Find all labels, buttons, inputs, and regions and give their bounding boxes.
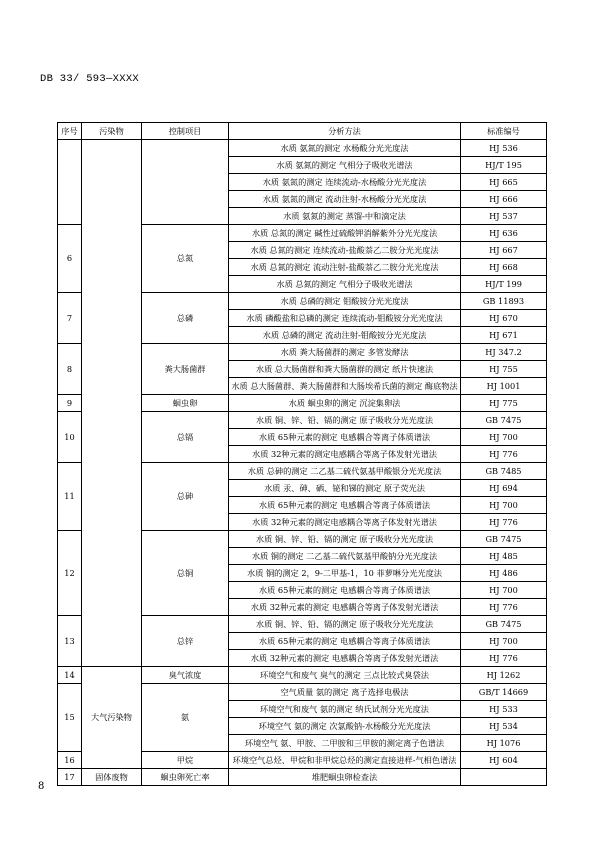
code-cell: HJ 347.2 (461, 344, 547, 361)
method-cell: 水质 铜的测定 2，9-二甲基-1，10 菲萝啉分光光度法 (229, 565, 461, 582)
code-cell: HJ 486 (461, 565, 547, 582)
control-item-cell: 总氮 (142, 225, 229, 293)
code-cell: HJ 775 (461, 395, 547, 412)
method-cell: 水质 32种元素的测定 电感耦合等离子体发射光谱法 (229, 650, 461, 667)
method-cell: 水质 总磷的测定 钼酸铵分光光度法 (229, 293, 461, 310)
method-cell: 水质 蛔虫卵的测定 沉淀集卵法 (229, 395, 461, 412)
control-item-cell: 蛔虫卵死亡率 (142, 769, 229, 786)
method-cell: 水质 总氮的测定 连续流动-盐酸萘乙二胺分光光度法 (229, 242, 461, 259)
number-cell: 11 (58, 463, 82, 531)
number-cell: 14 (58, 667, 82, 684)
method-cell: 水质 磷酸盐和总磷的测定 连续流动-钼酸铵分光光度法 (229, 310, 461, 327)
number-cell: 6 (58, 225, 82, 293)
method-cell: 水质 总大肠菌群和粪大肠菌群的测定 纸片快速法 (229, 361, 461, 378)
code-cell: HJ 776 (461, 446, 547, 463)
method-cell: 水质 氨氮的测定 连续流动-水杨酸分光光度法 (229, 174, 461, 191)
method-cell: 水质 65种元素的测定 电感耦合等离子体质谱法 (229, 633, 461, 650)
code-cell: HJ 671 (461, 327, 547, 344)
method-cell: 水质 氨氮的测定 流动注射-水杨酸分光光度法 (229, 191, 461, 208)
code-cell: HJ 700 (461, 429, 547, 446)
code-cell: HJ 670 (461, 310, 547, 327)
number-cell: 13 (58, 616, 82, 667)
control-item-cell (142, 140, 229, 225)
code-cell: HJ 534 (461, 718, 547, 735)
code-cell: HJ 700 (461, 497, 547, 514)
code-cell: GB 11893 (461, 293, 547, 310)
pollutant-cell: 大气污染物 (82, 667, 142, 769)
code-cell: HJ 667 (461, 242, 547, 259)
pollutant-cell: 固体废物 (82, 769, 142, 786)
code-cell: HJ 1262 (461, 667, 547, 684)
method-cell: 水质 总氮的测定 气相分子吸收光谱法 (229, 276, 461, 293)
number-cell (58, 140, 82, 225)
method-cell: 水质 氨氮的测定 蒸馏-中和滴定法 (229, 208, 461, 225)
method-cell: 水质 氨氮的测定 水杨酸分光光度法 (229, 140, 461, 157)
code-cell: HJ 694 (461, 480, 547, 497)
code-cell: GB 7475 (461, 616, 547, 633)
code-cell: HJ 485 (461, 548, 547, 565)
standards-table (57, 122, 547, 786)
code-cell: HJ/T 195 (461, 157, 547, 174)
method-cell: 水质 铜、锌、铅、镉的测定 原子吸收分光光度法 (229, 531, 461, 548)
pollutant-cell (82, 140, 142, 667)
code-cell: HJ 666 (461, 191, 547, 208)
method-cell: 水质 氨氮的测定 气相分子吸收光谱法 (229, 157, 461, 174)
control-item-cell: 粪大肠菌群 (142, 344, 229, 395)
number-cell: 12 (58, 531, 82, 616)
col-header-method: 分析方法 (229, 123, 461, 140)
method-cell: 水质 铜的测定 二乙基二硫代氨基甲酸钠分光光度法 (229, 548, 461, 565)
code-cell: HJ 533 (461, 701, 547, 718)
number-cell: 17 (58, 769, 82, 786)
method-cell: 水质 总砷的测定 二乙基二硫代氨基甲酸银分光光度法 (229, 463, 461, 480)
method-cell: 水质 汞、砷、硒、铋和锑的测定 原子荧光法 (229, 480, 461, 497)
method-cell: 水质 65种元素的测定 电感耦合等离子体质谱法 (229, 429, 461, 446)
code-cell: HJ 755 (461, 361, 547, 378)
number-cell: 16 (58, 752, 82, 769)
method-cell: 环境空气和废气 氨的测定 纳氏试剂分光光度法 (229, 701, 461, 718)
method-cell: 水质 32种元素的测定电感耦合等离子体发射光谱法 (229, 514, 461, 531)
code-cell: HJ 700 (461, 633, 547, 650)
method-cell: 水质 粪大肠菌群的测定 多管发酵法 (229, 344, 461, 361)
code-cell: HJ 665 (461, 174, 547, 191)
control-item-cell: 总铜 (142, 531, 229, 616)
method-cell: 水质 65种元素的测定 电感耦合等离子体质谱法 (229, 497, 461, 514)
number-cell: 7 (58, 293, 82, 344)
method-cell: 环境空气 氨、甲胺、二甲胺和三甲胺的测定离子色谱法 (229, 735, 461, 752)
code-cell: HJ 636 (461, 225, 547, 242)
code-cell: HJ 776 (461, 599, 547, 616)
col-header-number: 序号 (58, 123, 82, 140)
control-item-cell: 总锌 (142, 616, 229, 667)
code-cell: HJ 1001 (461, 378, 547, 395)
method-cell: 堆肥蛔虫卵检查法 (229, 769, 461, 786)
control-item-cell: 总砷 (142, 463, 229, 531)
table-row (58, 140, 547, 157)
method-cell: 水质 32种元素的测定 电感耦合等离子体发射光谱法 (229, 599, 461, 616)
method-cell: 环境空气 氨的测定 次氯酸钠-水杨酸分光光度法 (229, 718, 461, 735)
col-header-control-item: 控制项目 (142, 123, 229, 140)
method-cell: 水质 铜、锌、铅、镉的测定 原子吸收分光光度法 (229, 412, 461, 429)
code-cell: HJ/T 199 (461, 276, 547, 293)
code-cell: HJ 1076 (461, 735, 547, 752)
control-item-cell: 总磷 (142, 293, 229, 344)
col-header-standard-code: 标准编号 (461, 123, 547, 140)
method-cell: 水质 32种元素的测定电感耦合等离子体发射光谱法 (229, 446, 461, 463)
method-cell: 水质 铜、锌、铅、镉的测定 原子吸收分光光度法 (229, 616, 461, 633)
table-header-row (58, 123, 547, 140)
code-cell: GB/T 14669 (461, 684, 547, 701)
code-cell: HJ 537 (461, 208, 547, 225)
document-header: DB 33/ 593—XXXX (40, 73, 140, 85)
number-cell: 15 (58, 684, 82, 752)
number-cell: 9 (58, 395, 82, 412)
code-cell: HJ 776 (461, 650, 547, 667)
method-cell: 环境空气和废气 臭气的测定 三点比较式臭袋法 (229, 667, 461, 684)
code-cell: GB 7485 (461, 463, 547, 480)
method-cell: 空气质量 氨的测定 离子选择电极法 (229, 684, 461, 701)
code-cell: GB 7475 (461, 531, 547, 548)
control-item-cell: 蛔虫卵 (142, 395, 229, 412)
code-cell: HJ 668 (461, 259, 547, 276)
method-cell: 水质 65种元素的测定 电感耦合等离子体质谱法 (229, 582, 461, 599)
method-cell: 水质 总大肠菌群、粪大肠菌群和大肠埃希氏菌的测定 酶底物法 (229, 378, 461, 395)
code-cell: HJ 776 (461, 514, 547, 531)
number-cell: 10 (58, 412, 82, 463)
control-item-cell: 总镉 (142, 412, 229, 463)
code-cell: HJ 700 (461, 582, 547, 599)
control-item-cell: 臭气浓度 (142, 667, 229, 684)
page-number: 8 (38, 781, 45, 792)
table-row (58, 667, 547, 684)
number-cell: 8 (58, 344, 82, 395)
code-cell (461, 769, 547, 786)
col-header-pollutant: 污染物 (82, 123, 142, 140)
method-cell: 环境空气总烃、甲烷和非甲烷总烃的测定直接进样-气相色谱法 (229, 752, 461, 769)
control-item-cell: 氨 (142, 684, 229, 752)
code-cell: HJ 604 (461, 752, 547, 769)
method-cell: 水质 总氮的测定 碱性过硫酸钾消解紫外分光光度法 (229, 225, 461, 242)
code-cell: HJ 536 (461, 140, 547, 157)
control-item-cell: 甲烷 (142, 752, 229, 769)
method-cell: 水质 总磷的测定 流动注射-钼酸铵分光光度法 (229, 327, 461, 344)
table-row (58, 769, 547, 786)
code-cell: GB 7475 (461, 412, 547, 429)
method-cell: 水质 总氮的测定 流动注射-盐酸萘乙二胺分光光度法 (229, 259, 461, 276)
